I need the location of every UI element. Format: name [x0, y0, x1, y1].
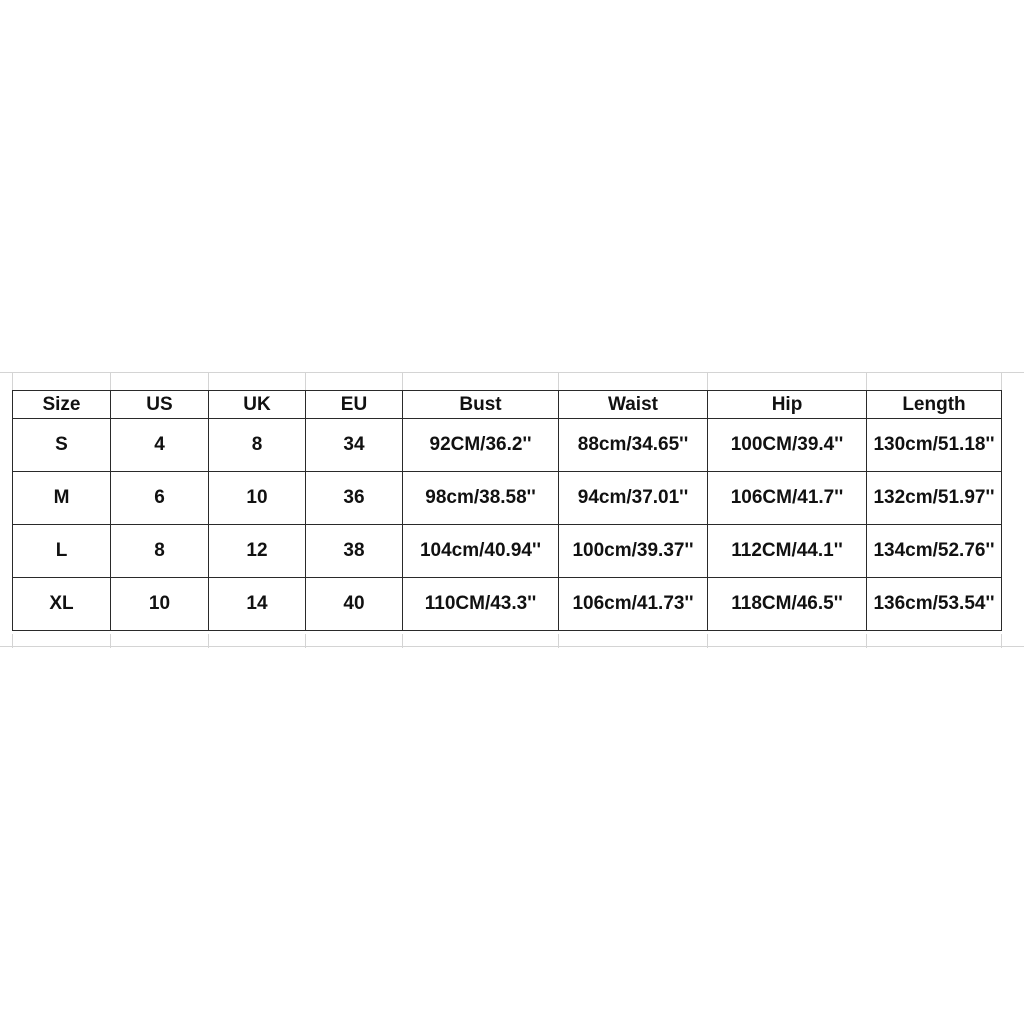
- gridline-stub: [208, 634, 209, 648]
- header-size: Size: [13, 391, 111, 419]
- cell-waist: 106cm/41.73'': [559, 578, 708, 631]
- cell-length: 134cm/52.76'': [867, 525, 1002, 578]
- gridline-stub: [305, 372, 306, 390]
- cell-eu: 36: [306, 472, 403, 525]
- table-header-row: [13, 391, 1002, 419]
- cell-bust: 110CM/43.3'': [403, 578, 559, 631]
- cell-size: M: [13, 472, 111, 525]
- cell-us: 4: [111, 419, 209, 472]
- gridline-stub: [558, 634, 559, 648]
- cell-uk: 12: [209, 525, 306, 578]
- header-us: US: [111, 391, 209, 419]
- cell-length: 132cm/51.97'': [867, 472, 1002, 525]
- cell-waist: 88cm/34.65'': [559, 419, 708, 472]
- gridline-bottom: [0, 646, 1024, 647]
- gridline-top: [0, 372, 1024, 373]
- cell-bust: 92CM/36.2'': [403, 419, 559, 472]
- cell-size: L: [13, 525, 111, 578]
- cell-eu: 38: [306, 525, 403, 578]
- cell-waist: 94cm/37.01'': [559, 472, 708, 525]
- table-row: [13, 525, 1002, 578]
- gridline-stub: [707, 634, 708, 648]
- gridline-stub: [208, 372, 209, 390]
- cell-eu: 34: [306, 419, 403, 472]
- table-row: [13, 578, 1002, 631]
- gridline-left-bottom: [12, 634, 13, 648]
- cell-hip: 112CM/44.1'': [708, 525, 867, 578]
- cell-bust: 98cm/38.58'': [403, 472, 559, 525]
- cell-waist: 100cm/39.37'': [559, 525, 708, 578]
- gridline-stub: [866, 372, 867, 390]
- cell-size: S: [13, 419, 111, 472]
- gridline-stub: [402, 634, 403, 648]
- cell-size: XL: [13, 578, 111, 631]
- cell-length: 130cm/51.18'': [867, 419, 1002, 472]
- gridline-stub: [866, 634, 867, 648]
- gridline-stub: [305, 634, 306, 648]
- cell-bust: 104cm/40.94'': [403, 525, 559, 578]
- cell-us: 8: [111, 525, 209, 578]
- header-hip: Hip: [708, 391, 867, 419]
- cell-hip: 118CM/46.5'': [708, 578, 867, 631]
- gridline-right: [1001, 372, 1002, 390]
- cell-uk: 8: [209, 419, 306, 472]
- cell-hip: 106CM/41.7'': [708, 472, 867, 525]
- header-length: Length: [867, 391, 1002, 419]
- header-bust: Bust: [403, 391, 559, 419]
- gridline-right-bottom: [1001, 634, 1002, 648]
- header-waist: Waist: [559, 391, 708, 419]
- cell-length: 136cm/53.54'': [867, 578, 1002, 631]
- gridline-stub: [707, 372, 708, 390]
- cell-eu: 40: [306, 578, 403, 631]
- gridline-stub: [402, 372, 403, 390]
- gridline-stub: [558, 372, 559, 390]
- cell-uk: 10: [209, 472, 306, 525]
- gridline-left: [12, 372, 13, 390]
- header-uk: UK: [209, 391, 306, 419]
- size-chart-table: [12, 390, 1002, 631]
- cell-us: 10: [111, 578, 209, 631]
- cell-us: 6: [111, 472, 209, 525]
- table-row: [13, 472, 1002, 525]
- table-row: [13, 419, 1002, 472]
- cell-uk: 14: [209, 578, 306, 631]
- gridline-stub: [110, 372, 111, 390]
- cell-hip: 100CM/39.4'': [708, 419, 867, 472]
- header-eu: EU: [306, 391, 403, 419]
- gridline-stub: [110, 634, 111, 648]
